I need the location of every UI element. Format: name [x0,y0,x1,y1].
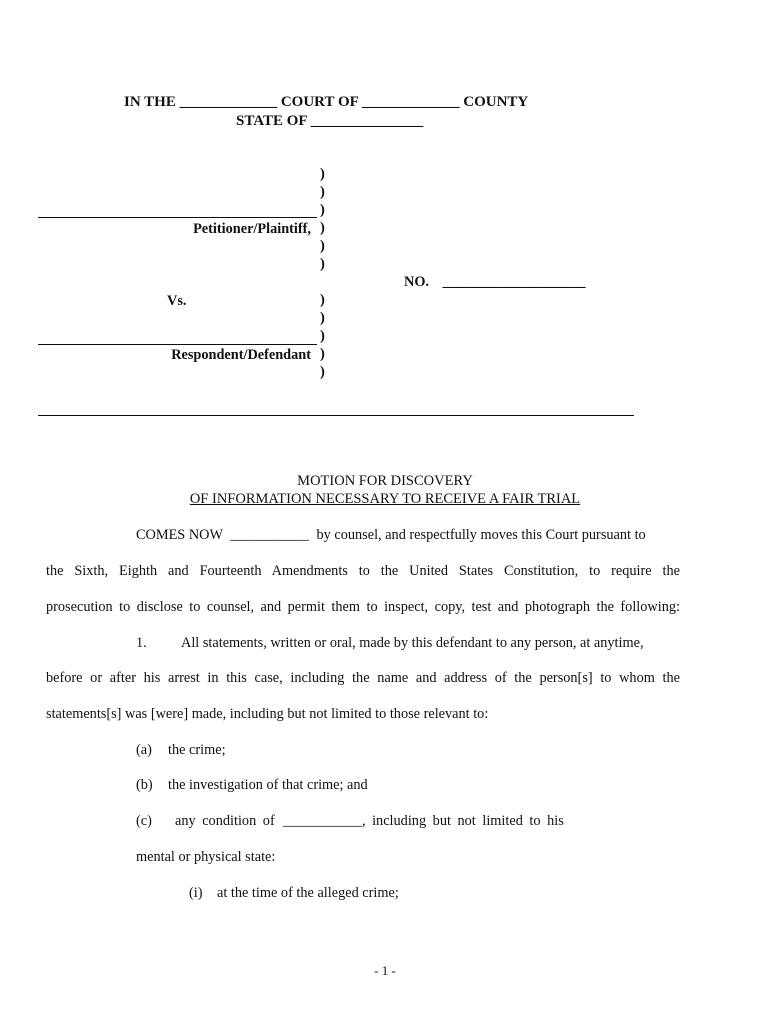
condition-blank: ___________ [283,813,362,829]
respondent-name-line [38,344,317,345]
vs-label: Vs. [167,293,187,309]
petitioner-name-line [38,217,317,218]
court-heading [124,94,528,111]
petitioner-label: Petitioner/Plaintiff, [193,221,311,237]
subitem-label: (i) [189,885,203,901]
court-name-blank: _____________ [179,94,278,110]
subitem-text [175,813,564,830]
state-name-blank: _______________ [310,113,424,129]
paragraph-line: prosecution to disclose to counsel, and permit them to inspect, copy, test and photograph the following: [46,599,680,615]
subitem-text-part: any condition of [175,813,275,829]
caption-paren: ) [320,310,325,326]
subitem-text: the crime; [168,742,226,758]
caption-paren: ) [320,202,325,218]
heading-text: IN THE [124,94,176,110]
motion-subtitle-wrap [0,491,770,508]
page-number: - 1 - [374,963,396,978]
item-text: statements[s] was [were] made, including but not limited to those relevant to: [46,706,489,722]
item-number: 1. [136,635,147,651]
heading-text: COURT OF [280,94,359,110]
subitem-text: at the time of the alleged crime; [217,885,399,901]
respondent-label: Respondent/Defendant [171,347,311,363]
subitem-text-part: , including but not limited to his [361,813,564,829]
party-name-blank: ___________ [230,527,309,543]
subitem-label: (a) [136,742,152,758]
subitem-text: mental or physical state: [136,849,276,865]
motion-title: MOTION FOR DISCOVERY [297,473,473,489]
comes-now-line [136,527,646,544]
subitem-label: (b) [136,777,153,793]
motion-subtitle: OF INFORMATION NECESSARY TO RECEIVE A FAIR TRIAL [189,491,581,507]
comes-now-text: by counsel, and respectfully moves this Court pursuant to [316,527,646,543]
caption-paren: ) [320,220,325,236]
paragraph-line: the Sixth, Eighth and Fourteenth Amendments to the United States Constitution, to require the [46,563,680,579]
case-number [404,274,586,291]
caption-paren: ) [320,166,325,182]
caption-paren: ) [320,292,325,308]
caption-separator [38,415,634,416]
heading-text: STATE OF [236,113,307,129]
case-number-blank: ____________________ [442,274,586,290]
case-number-label: NO. [404,274,430,290]
state-heading [236,113,423,130]
heading-text: COUNTY [463,94,529,110]
caption-paren: ) [320,184,325,200]
item-text: before or after his arrest in this case, including the name and address of the person[s] to whom the [46,670,680,686]
caption-paren: ) [320,364,325,380]
caption-paren: ) [320,346,325,362]
subitem-text: the investigation of that crime; and [168,777,368,793]
subitem-label: (c) [136,813,152,829]
comes-now-text: COMES NOW [136,527,223,543]
caption-paren: ) [320,328,325,344]
caption-paren: ) [320,238,325,254]
county-name-blank: _____________ [361,94,460,110]
item-text: All statements, written or oral, made by this defendant to any person, at anytime, [181,635,644,651]
caption-paren: ) [320,256,325,272]
